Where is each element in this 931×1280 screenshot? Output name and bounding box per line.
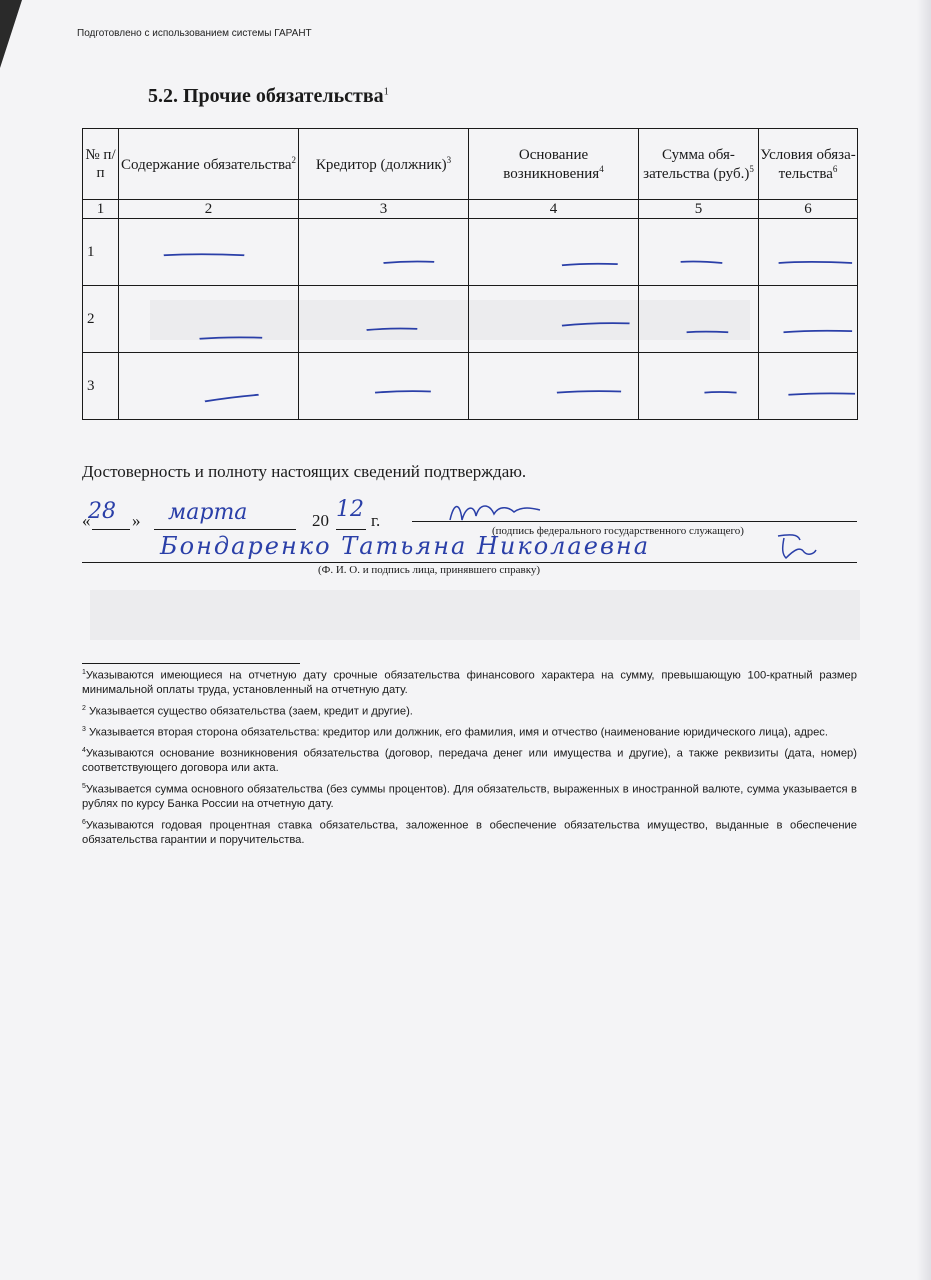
fio-signature-caption: (Ф. И. О. и подпись лица, принявшего справку) — [318, 564, 541, 576]
row-number: 2 — [83, 286, 119, 353]
footnote-text: Указываются имеющиеся на отчетную дату срочные обязательства финансового характера на сумму, превышающую 100-кратный размер минимальной оплаты труда, установленный на отчетную дату. — [82, 669, 857, 697]
source-header: Подготовлено с использованием системы ГАРАНТ — [77, 28, 312, 39]
empty-dash-cell — [469, 219, 639, 286]
footnote-mark: 2 — [82, 704, 86, 712]
column-header-label: Условия обяза-тельства — [760, 146, 856, 182]
column-number: 4 — [469, 200, 639, 219]
footnote-mark: 4 — [82, 747, 86, 755]
page-edge — [917, 0, 931, 1280]
footnote-text: Указывается существо обязательства (заем, кредит и другие). — [89, 705, 413, 718]
folded-corner — [0, 0, 22, 68]
column-header-label: Кредитор (должник) — [315, 156, 447, 173]
year-suffix: г. — [371, 511, 381, 530]
column-header-note: 6 — [832, 163, 838, 174]
table-row — [83, 286, 858, 353]
column-header — [119, 129, 299, 200]
empty-dash-cell — [299, 286, 469, 353]
footnote-mark: 5 — [82, 782, 86, 790]
empty-dash-cell — [639, 219, 759, 286]
section-title-note: 1 — [383, 86, 389, 98]
footnote — [82, 666, 857, 698]
table-header-row — [83, 129, 858, 200]
handwritten-day: 28 — [88, 499, 116, 524]
footnote-mark: 6 — [82, 818, 86, 826]
column-header — [639, 129, 759, 200]
column-header-note: 4 — [599, 163, 604, 174]
empty-dash-cell — [119, 286, 299, 353]
column-number: 6 — [759, 200, 858, 219]
column-header-label: Основание возникновения — [503, 146, 600, 182]
footnotes — [82, 666, 857, 851]
footnote-separator — [82, 663, 300, 664]
servant-signature — [440, 498, 550, 528]
obligations-table — [82, 128, 858, 420]
footnote-text: Указываются годовая процентная ставка обязательства, заложенное в обеспечение обязательства имущество, выданные в обеспечение обязательства гарантии и поручительства. — [82, 819, 857, 846]
handwritten-year: 12 — [336, 497, 364, 522]
column-number: 1 — [83, 200, 119, 219]
column-header — [469, 129, 639, 200]
section-title — [148, 85, 389, 108]
column-number-row — [83, 200, 858, 219]
quote-close: » — [132, 511, 141, 530]
empty-dash-cell — [639, 353, 759, 420]
scan-smudge — [90, 590, 860, 640]
footnote-text: Указывается вторая сторона обязательства: кредитор или должник, его фамилия, имя и отчество (наименование юридического лица), адрес. — [89, 726, 829, 739]
servant-signature-caption: (подпись федерального государственного служащего) — [492, 525, 744, 537]
empty-dash-cell — [299, 353, 469, 420]
column-header-note: 5 — [749, 163, 754, 174]
empty-dash-cell — [759, 353, 858, 420]
footnote — [82, 816, 857, 848]
footnote — [82, 723, 857, 740]
column-number: 3 — [299, 200, 469, 219]
handwritten-month: марта — [168, 500, 248, 525]
table-row — [83, 219, 858, 286]
empty-dash-cell — [469, 286, 639, 353]
empty-dash-cell — [639, 286, 759, 353]
confirmation-text: Достоверность и полноту настоящих сведений подтверждаю. — [82, 462, 527, 481]
footnote-mark: 1 — [82, 669, 86, 676]
year-prefix: 20 — [312, 511, 329, 530]
section-title-text: 5.2. Прочие обязательства — [148, 85, 384, 107]
empty-dash-cell — [119, 219, 299, 286]
row-number: 3 — [83, 353, 119, 420]
empty-dash-cell — [759, 286, 858, 353]
fio-signature-line — [82, 562, 857, 563]
column-header-label: № п/п — [85, 147, 116, 181]
column-header-label: Содержание обязательства — [121, 156, 292, 173]
row-number: 1 — [83, 219, 119, 286]
footnote-text: Указывается сумма основного обязательства (без суммы процентов). Для обязательств, выраженных в иностранной валюте, сумма указывается в рублях по курсу Банка России на отчетную дату. — [82, 783, 857, 811]
column-header-note: 3 — [446, 154, 452, 165]
column-header — [759, 129, 858, 200]
footnote-text: Указываются основание возникновения обязательства (договор, передача денег или имущества и другие), а также реквизиты (дата, номер) соответствующего договора или акта. — [82, 747, 857, 775]
empty-dash-cell — [759, 219, 858, 286]
table-row — [83, 353, 858, 420]
column-header — [299, 129, 469, 200]
empty-dash-cell — [469, 353, 639, 420]
footnote-mark: 3 — [82, 725, 86, 733]
empty-dash-cell — [299, 219, 469, 286]
column-number: 5 — [639, 200, 759, 219]
column-header-label: Сумма обя-зательства (руб.) — [643, 146, 750, 182]
handwritten-fio: Бондаренко Татьяна Николаевна — [160, 532, 651, 560]
column-header — [83, 129, 119, 200]
column-header-note: 2 — [291, 154, 296, 165]
footnote — [82, 702, 857, 719]
footnote — [82, 780, 857, 812]
footnote — [82, 744, 857, 776]
column-number: 2 — [119, 200, 299, 219]
quote-open: « — [82, 511, 91, 530]
receiver-signature — [770, 530, 820, 564]
empty-dash-cell — [119, 353, 299, 420]
